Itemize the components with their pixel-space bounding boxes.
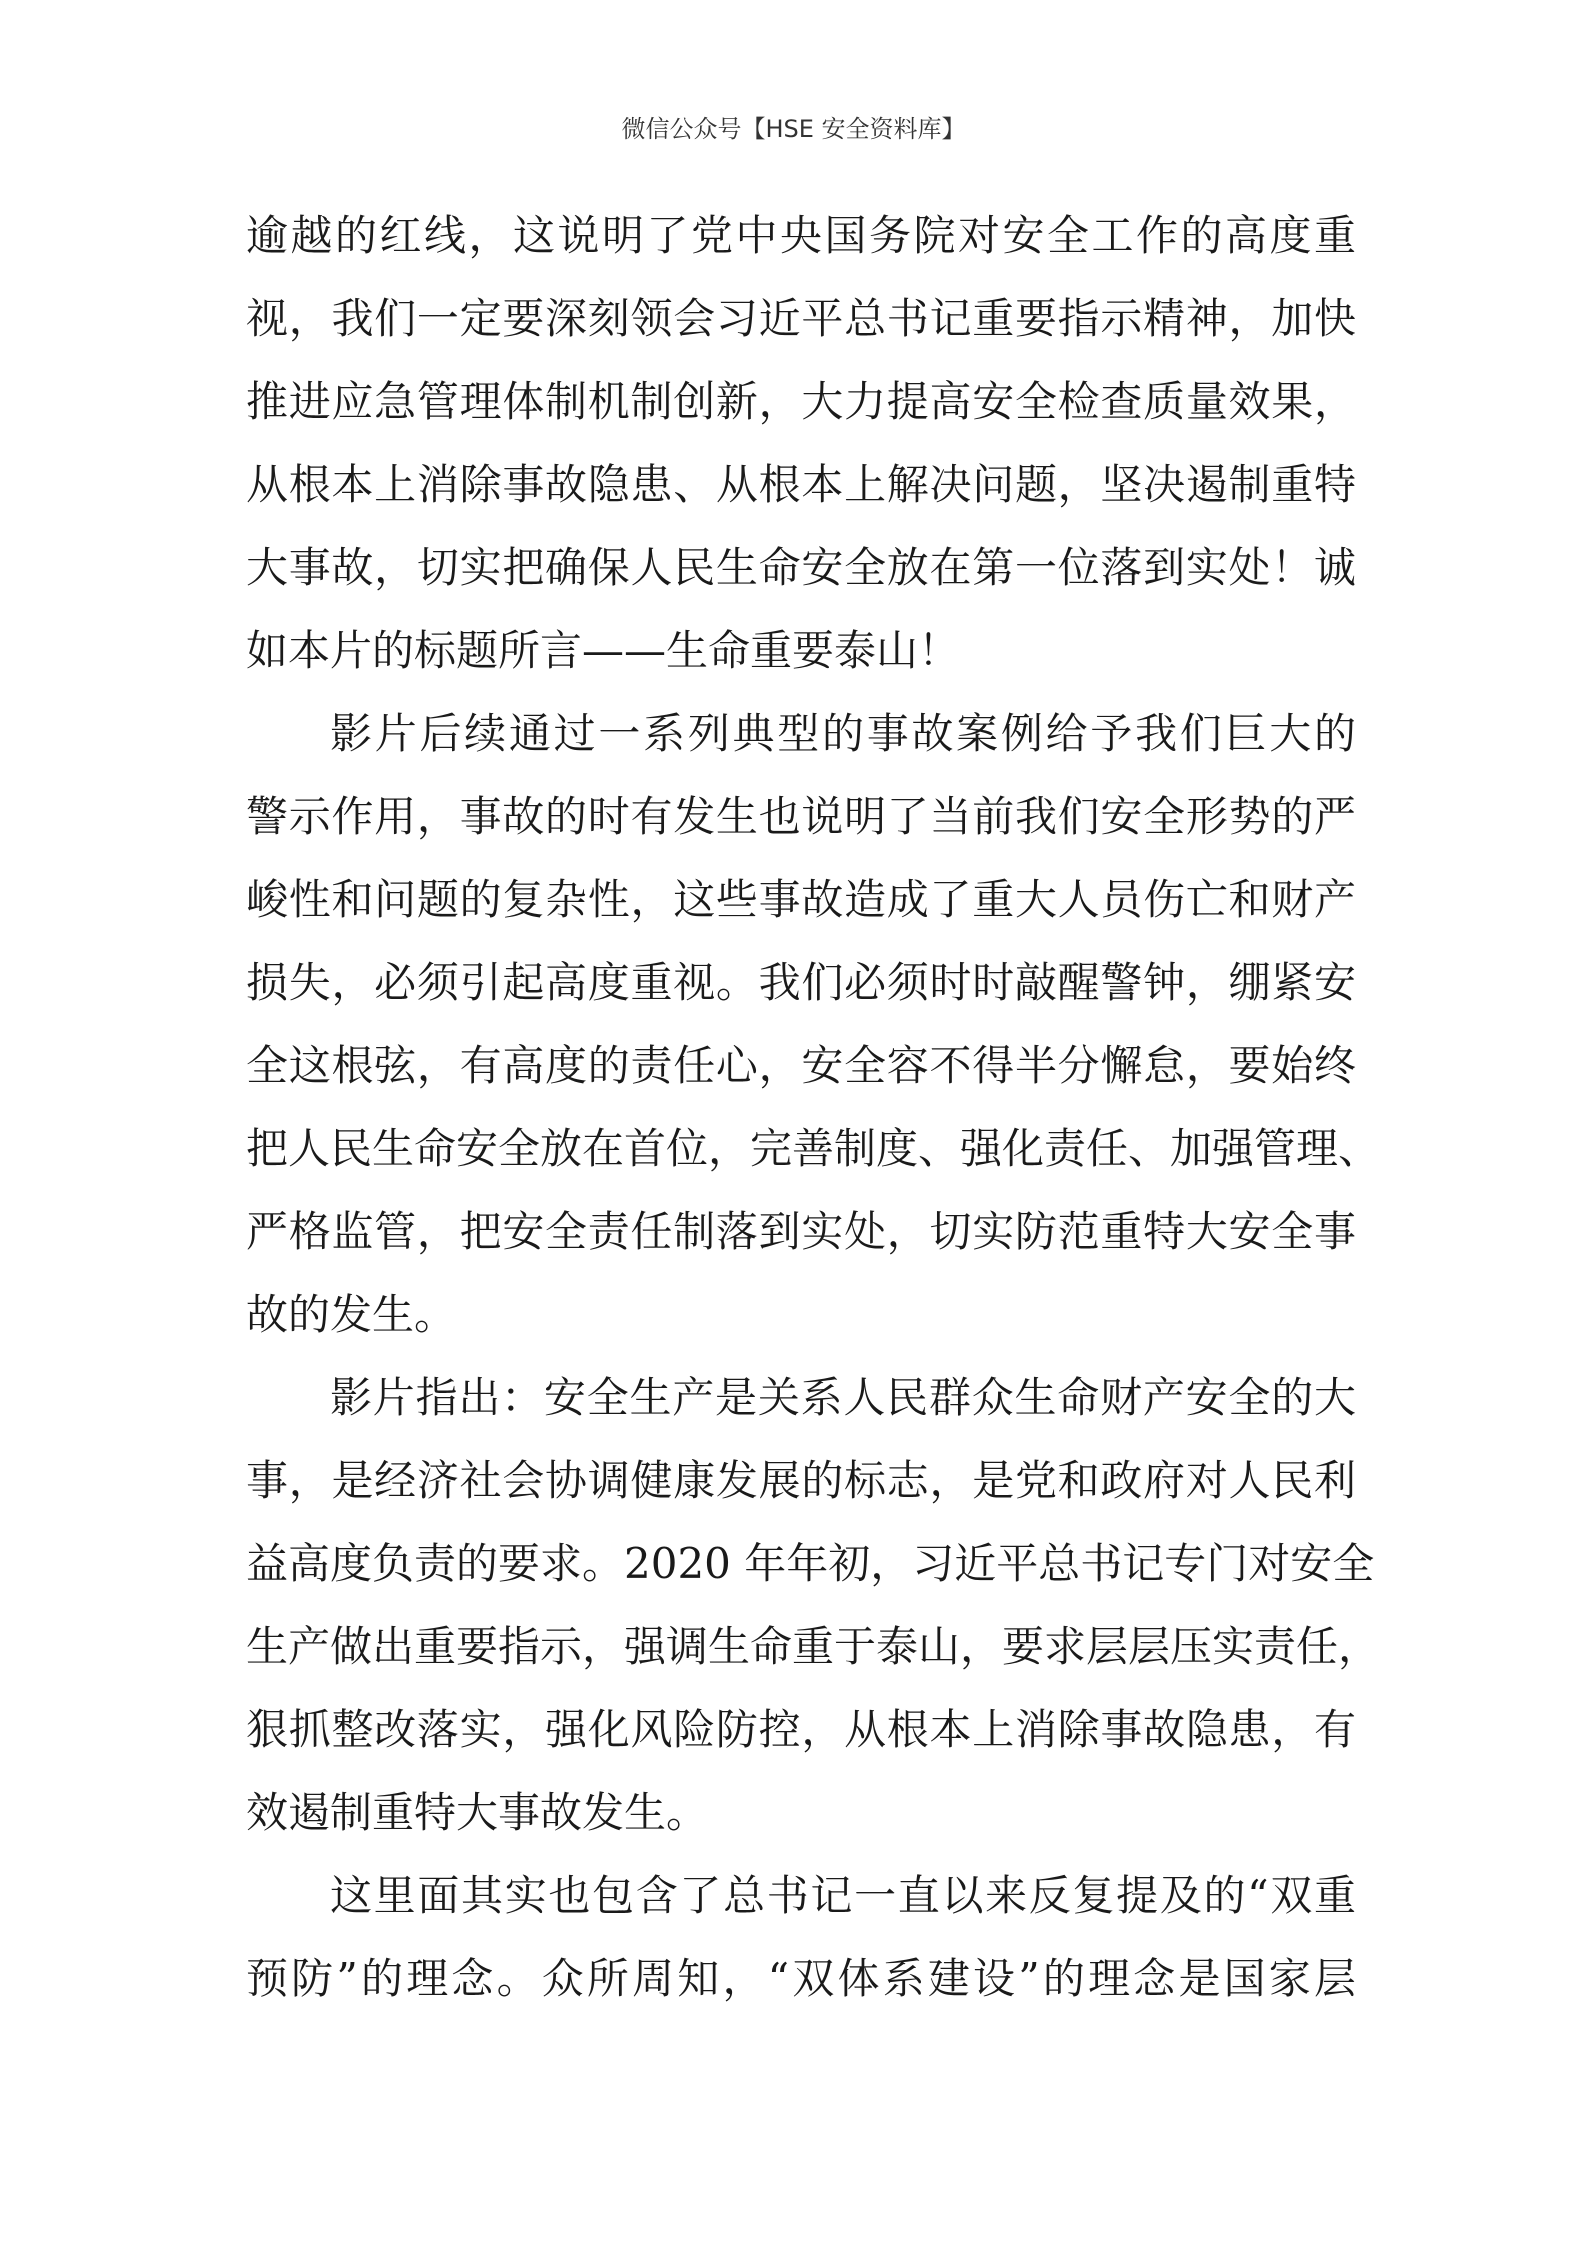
text-line-18: 生产做出重要指示，强调生命重于泰山，要求层层压实责任，: [246, 1622, 1381, 1671]
text-line-8: 警示作用，事故的时有发生也说明了当前我们安全形势的严: [246, 792, 1356, 841]
text-line-16: 事，是经济社会协调健康发展的标志，是党和政府对人民利: [246, 1456, 1356, 1505]
text-line-21: 这里面其实也包含了总书记一直以来反复提及的“双重: [330, 1871, 1356, 1920]
text-line-17: 益高度负责的要求。2020 年年初，习近平总书记专门对安全: [246, 1539, 1375, 1588]
text-line-9: 峻性和问题的复杂性，这些事故造成了重大人员伤亡和财产: [246, 875, 1356, 924]
text-line-10: 损失，必须引起高度重视。我们必须时时敲醒警钟，绷紧安: [246, 958, 1356, 1007]
text-line-11: 全这根弦，有高度的责任心，安全容不得半分懈怠，要始终: [246, 1041, 1356, 1090]
text-line-22: 预防”的理念。众所周知，“双体系建设”的理念是国家层: [246, 1954, 1356, 2003]
text-line-14: 故的发生。: [246, 1290, 457, 1339]
text-line-3: 推进应急管理体制机制创新，大力提高安全检查质量效果，: [246, 377, 1356, 426]
text-line-12: 把人民生命安全放在首位，完善制度、强化责任、加强管理、: [246, 1124, 1381, 1173]
text-line-20: 效遏制重特大事故发生。: [246, 1788, 709, 1837]
text-line-2: 视，我们一定要深刻领会习近平总书记重要指示精神，加快: [246, 294, 1356, 343]
text-line-19: 狠抓整改落实，强化风险防控，从根本上消除事故隐患，有: [246, 1705, 1356, 1754]
text-line-7: 影片后续通过一系列典型的事故案例给予我们巨大的: [330, 709, 1356, 758]
text-line-1: 逾越的红线，这说明了党中央国务院对安全工作的高度重: [246, 211, 1356, 260]
text-line-6: 如本片的标题所言——生命重要泰山！: [246, 626, 961, 675]
text-line-13: 严格监管，把安全责任制落到实处，切实防范重特大安全事: [246, 1207, 1356, 1256]
page-header: 微信公众号【HSE 安全资料库】: [621, 115, 966, 143]
text-line-5: 大事故，切实把确保人民生命安全放在第一位落到实处！诚: [246, 543, 1356, 592]
text-line-4: 从根本上消除事故隐患、从根本上解决问题，坚决遏制重特: [246, 460, 1356, 509]
text-line-15: 影片指出：安全生产是关系人民群众生命财产安全的大: [330, 1373, 1356, 1422]
